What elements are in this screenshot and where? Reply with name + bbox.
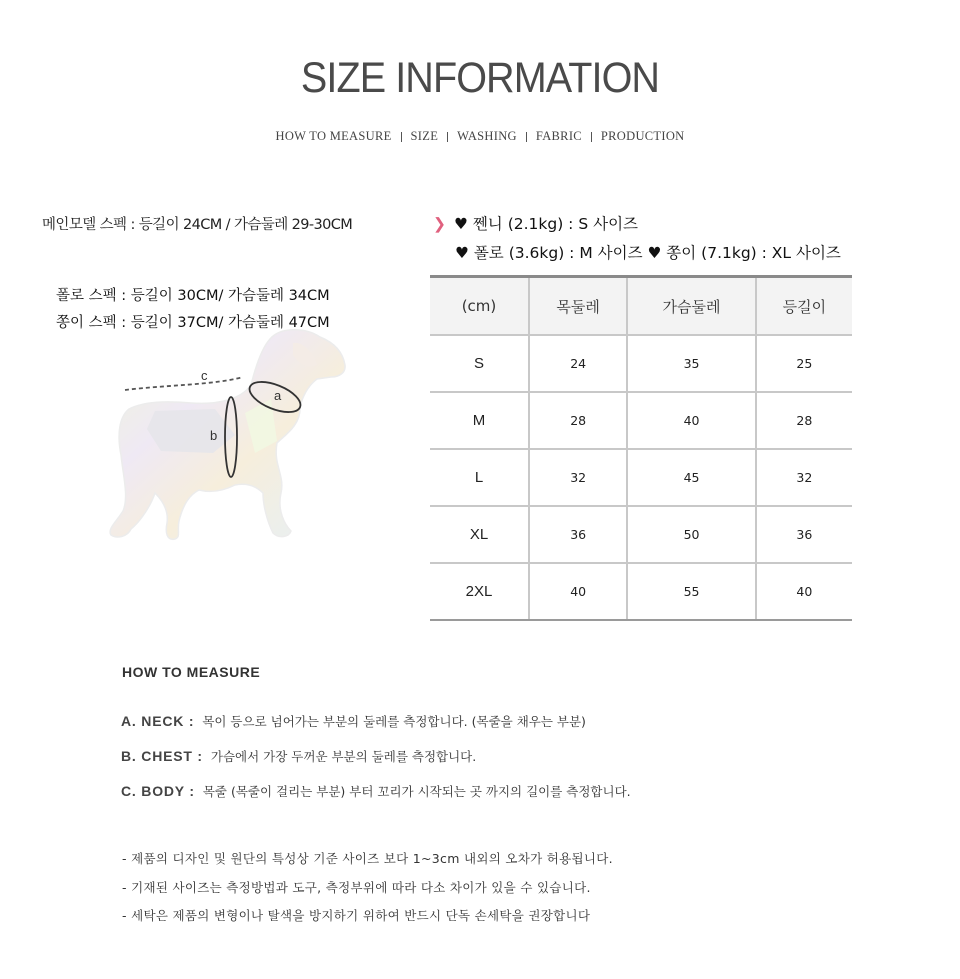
table-row [430, 335, 852, 392]
neck-value: 24 [529, 335, 627, 392]
pet-size-line-2: ♥ 폴로 (3.6kg) : M 사이즈 ♥ 쫑이 (7.1kg) : XL 사이즈 [455, 244, 841, 262]
polo-spec: 폴로 스펙 : 등길이 30CM/ 가슴둘레 34CM [56, 288, 330, 304]
size-label: 2XL [430, 563, 529, 620]
nav-how-to-measure[interactable]: HOW TO MEASURE [275, 129, 392, 143]
length-value: 32 [756, 449, 852, 506]
chest-value: 35 [627, 335, 755, 392]
measure-neck-text: 목이 등으로 넘어가는 부분의 둘레를 측정합니다. (목줄을 채우는 부분) [202, 714, 586, 729]
label-b: b [210, 428, 218, 443]
nav-size[interactable]: SIZE [410, 129, 439, 143]
nav-separator [526, 132, 527, 142]
neck-value: 28 [529, 392, 627, 449]
measure-chest-text: 가슴에서 가장 두꺼운 부분의 둘레를 측정합니다. [210, 749, 477, 764]
length-value: 36 [756, 506, 852, 563]
measure-body-text: 목줄 (목줄이 걸리는 부분) 부터 꼬리가 시작되는 곳 까지의 길이를 측정합니다. [202, 784, 631, 799]
main-model-spec: 메인모델 스펙 : 등길이 24CM / 가슴둘레 29-30CM [42, 217, 353, 233]
pet-size-line-1 [433, 212, 638, 234]
chevron-right-icon: ❯ [433, 215, 446, 233]
length-value: 28 [756, 392, 852, 449]
nav-separator [591, 132, 592, 142]
table-row [430, 563, 852, 620]
header-unit: (cm) [430, 277, 529, 336]
measure-body [121, 782, 631, 800]
table-row [430, 449, 852, 506]
label-c: c [201, 368, 208, 383]
pet-size-text-1: ♥ 쩬니 (2.1kg) : S 사이즈 [454, 215, 639, 233]
jjongi-spec: 쫑이 스펙 : 등길이 37CM/ 가슴둘레 47CM [56, 315, 330, 331]
page-title: SIZE INFORMATION [300, 54, 660, 102]
chest-value: 50 [627, 506, 755, 563]
size-label: S [430, 335, 529, 392]
neck-value: 32 [529, 449, 627, 506]
nav-production[interactable]: PRODUCTION [600, 129, 685, 143]
measure-chest-label: B. CHEST : [121, 748, 203, 764]
note-washing: - 세탁은 제품의 변형이나 탈색을 방지하기 위하여 반드시 단독 손세탁을 권장합니다 [122, 908, 591, 923]
size-table [430, 275, 852, 621]
measure-body-label: C. BODY : [121, 783, 195, 799]
length-value: 25 [756, 335, 852, 392]
table-row [430, 392, 852, 449]
table-header-row [430, 277, 852, 336]
dog-measure-illustration [95, 325, 355, 547]
section-nav [0, 129, 960, 144]
header-length: 등길이 [756, 277, 852, 336]
length-value: 40 [756, 563, 852, 620]
neck-value: 40 [529, 563, 627, 620]
note-measure-difference: - 기재된 사이즈는 측정방법과 도구, 측정부위에 따라 다소 차이가 있을 수 있습니다. [122, 880, 591, 895]
neck-value: 36 [529, 506, 627, 563]
chest-value: 55 [627, 563, 755, 620]
body-length-line [125, 377, 243, 390]
header-chest: 가슴둘레 [627, 277, 755, 336]
nav-separator [401, 132, 402, 142]
chest-value: 45 [627, 449, 755, 506]
measure-neck [121, 712, 586, 730]
nav-separator [447, 132, 448, 142]
nav-fabric[interactable]: FABRIC [535, 129, 582, 143]
table-row [430, 506, 852, 563]
size-label: M [430, 392, 529, 449]
chest-value: 40 [627, 392, 755, 449]
dog-silhouette [110, 330, 345, 540]
nav-washing[interactable]: WASHING [457, 129, 517, 143]
how-to-measure-title: HOW TO MEASURE [122, 664, 261, 680]
label-a: a [274, 388, 282, 403]
size-label: L [430, 449, 529, 506]
measure-neck-label: A. NECK : [121, 713, 195, 729]
measure-chest [121, 747, 476, 765]
note-tolerance: - 제품의 디자인 및 원단의 특성상 기준 사이즈 보다 1~3cm 내외의 오차가 허용됩니다. [122, 851, 613, 866]
size-label: XL [430, 506, 529, 563]
header-neck: 목둘레 [529, 277, 627, 336]
